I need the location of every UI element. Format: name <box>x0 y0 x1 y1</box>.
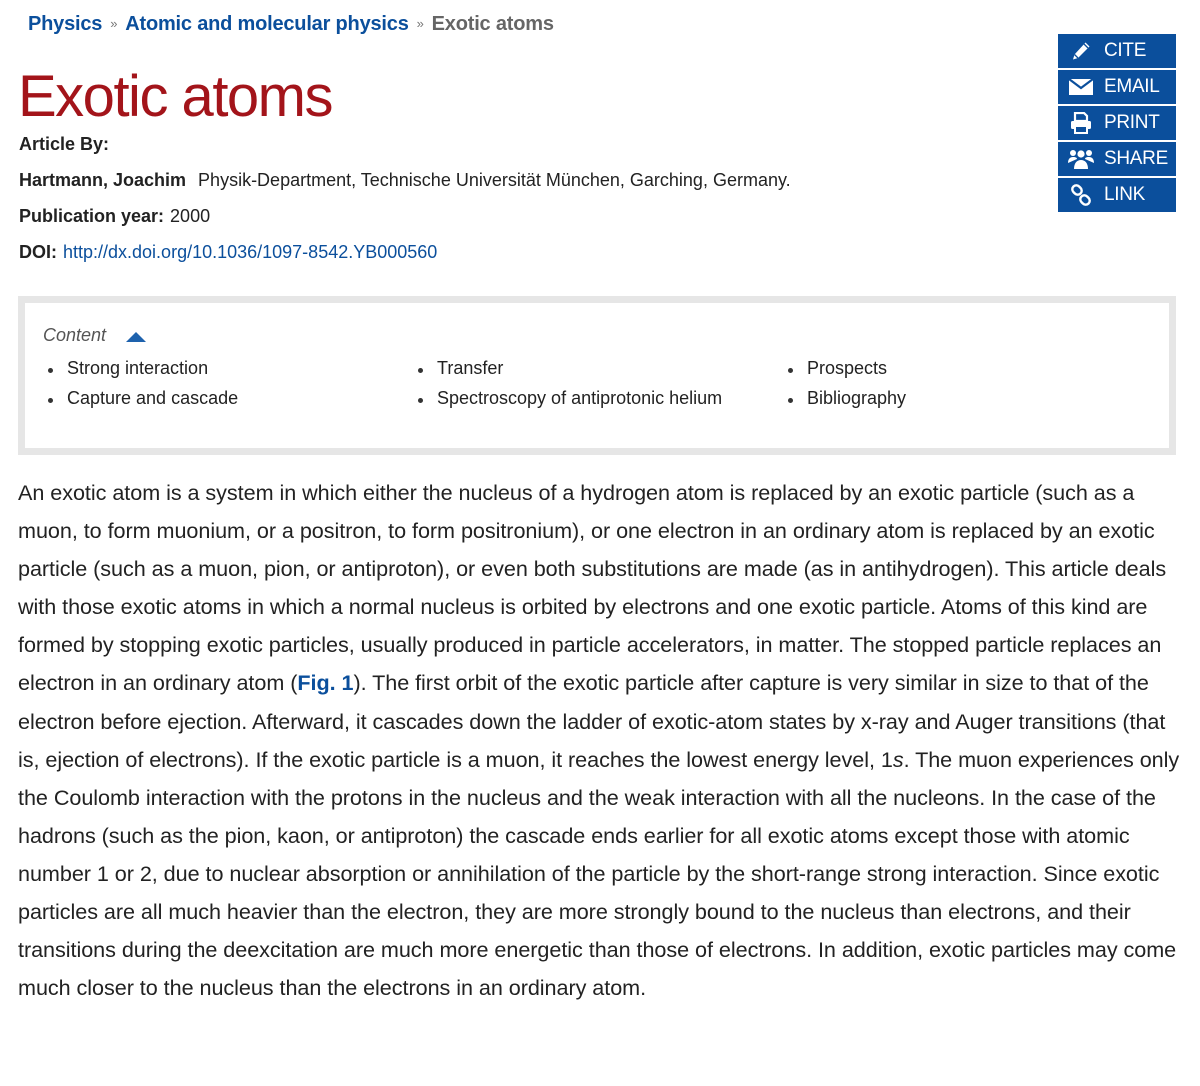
body-text-part-3: . The muon experiences only the Coulomb interaction with the protons in the nucleus and the weak interaction with all the nucleons. In the case of the hadrons (such as the pion, kaon, or antiproton) the cascade ends earlier for all exotic atoms except those with atomic number 1 or 2, due to nuclear absorption or annihilation of the particle by the short-range strong interaction. Since exotic particles are all much heavier than the electron, they are more strongly bound to the nucleus than electrons, and their transitions during the deexcitation are much more energetic than those of electrons. In addition, exotic particles may come much closer to the nucleus than the electrons in an ordinary atom. <box>18 746 1180 1001</box>
print-button[interactable] <box>1058 106 1176 140</box>
share-button[interactable] <box>1058 142 1176 176</box>
doi-row <box>19 239 791 275</box>
publication-year-row <box>19 203 791 239</box>
contents-item-capture-and-cascade[interactable]: Capture and cascade <box>45 385 238 415</box>
breadcrumb-atomic-and-molecular-physics[interactable]: Atomic and molecular physics <box>125 13 409 35</box>
email-button[interactable] <box>1058 70 1176 104</box>
caret-up-icon <box>126 332 146 342</box>
cite-button[interactable] <box>1058 34 1176 68</box>
breadcrumb <box>28 13 554 36</box>
page-title: Exotic atoms <box>18 64 332 129</box>
breadcrumb-separator: » <box>110 16 118 31</box>
breadcrumb-current: Exotic atoms <box>431 13 554 35</box>
figure-1-link[interactable]: Fig. 1 <box>297 670 354 696</box>
contents-title: Content <box>43 325 107 345</box>
contents-column-2 <box>415 355 722 415</box>
users-icon <box>1058 148 1104 170</box>
link-label: LINK <box>1104 184 1146 205</box>
share-label: SHARE <box>1104 148 1168 169</box>
contents-toggle[interactable] <box>43 325 146 346</box>
contents-column-3 <box>785 355 906 415</box>
article-by-row <box>19 131 791 167</box>
contents-column-1 <box>45 355 238 415</box>
email-label: EMAIL <box>1104 76 1160 97</box>
link-button[interactable] <box>1058 178 1176 212</box>
breadcrumb-physics[interactable]: Physics <box>28 13 103 35</box>
contents-item-spectroscopy[interactable]: Spectroscopy of antiprotonic helium <box>415 385 722 415</box>
author-row <box>19 167 791 203</box>
link-icon <box>1058 184 1104 206</box>
author-name: Hartmann, Joachim <box>19 170 187 190</box>
cite-label: CITE <box>1104 40 1147 61</box>
orbital-s-italic: s <box>892 746 904 772</box>
doi-label: DOI: <box>19 242 57 262</box>
contents-item-prospects[interactable]: Prospects <box>785 355 906 385</box>
publication-year-value: 2000 <box>170 206 211 226</box>
body-text-part-2: ). The first orbit of the exotic particle after capture is very similar in size to that of the electron before ejection. Afterward, it cascades down the ladder of exotic-atom states by x-ray and Auger transitions (that is, ejection of electrons). If the exotic particle is a muon, it reaches the lowest energy level, 1 <box>18 670 1166 772</box>
table-of-contents <box>18 296 1176 455</box>
envelope-icon <box>1058 77 1104 97</box>
contents-item-bibliography[interactable]: Bibliography <box>785 385 906 415</box>
doi-link[interactable]: http://dx.doi.org/10.1036/1097-8542.YB000560 <box>63 242 438 262</box>
body-text-part-1: An exotic atom is a system in which either the nucleus of a hydrogen atom is replaced by an exotic particle (such as a muon, to form muonium, or a positron, to form positronium), or one electron in an ordinary atom is replaced by an exotic particle (such as a muon, pion, or antiproton), or even both substitutions are made (as in antihydrogen). This article deals with those exotic atoms in which a normal nucleus is orbited by electrons and one exotic particle. Atoms of this kind are formed by stopping exotic particles, usually produced in particle accelerators, in matter. The stopped particle replaces an electron in an ordinary atom ( <box>18 480 1167 696</box>
publication-year-label: Publication year: <box>19 206 165 226</box>
pencil-icon <box>1058 40 1104 62</box>
article-tools <box>1058 34 1176 214</box>
contents-item-transfer[interactable]: Transfer <box>415 355 722 385</box>
author-affiliation: Physik-Department, Technische Universität München, Garching, Germany. <box>198 170 791 190</box>
print-label: PRINT <box>1104 112 1160 133</box>
printer-icon <box>1058 112 1104 134</box>
article-by-label: Article By: <box>19 134 110 154</box>
article-meta <box>19 131 791 275</box>
contents-item-strong-interaction[interactable]: Strong interaction <box>45 355 238 385</box>
article-body-paragraph <box>18 474 1183 1007</box>
breadcrumb-separator: » <box>416 16 424 31</box>
